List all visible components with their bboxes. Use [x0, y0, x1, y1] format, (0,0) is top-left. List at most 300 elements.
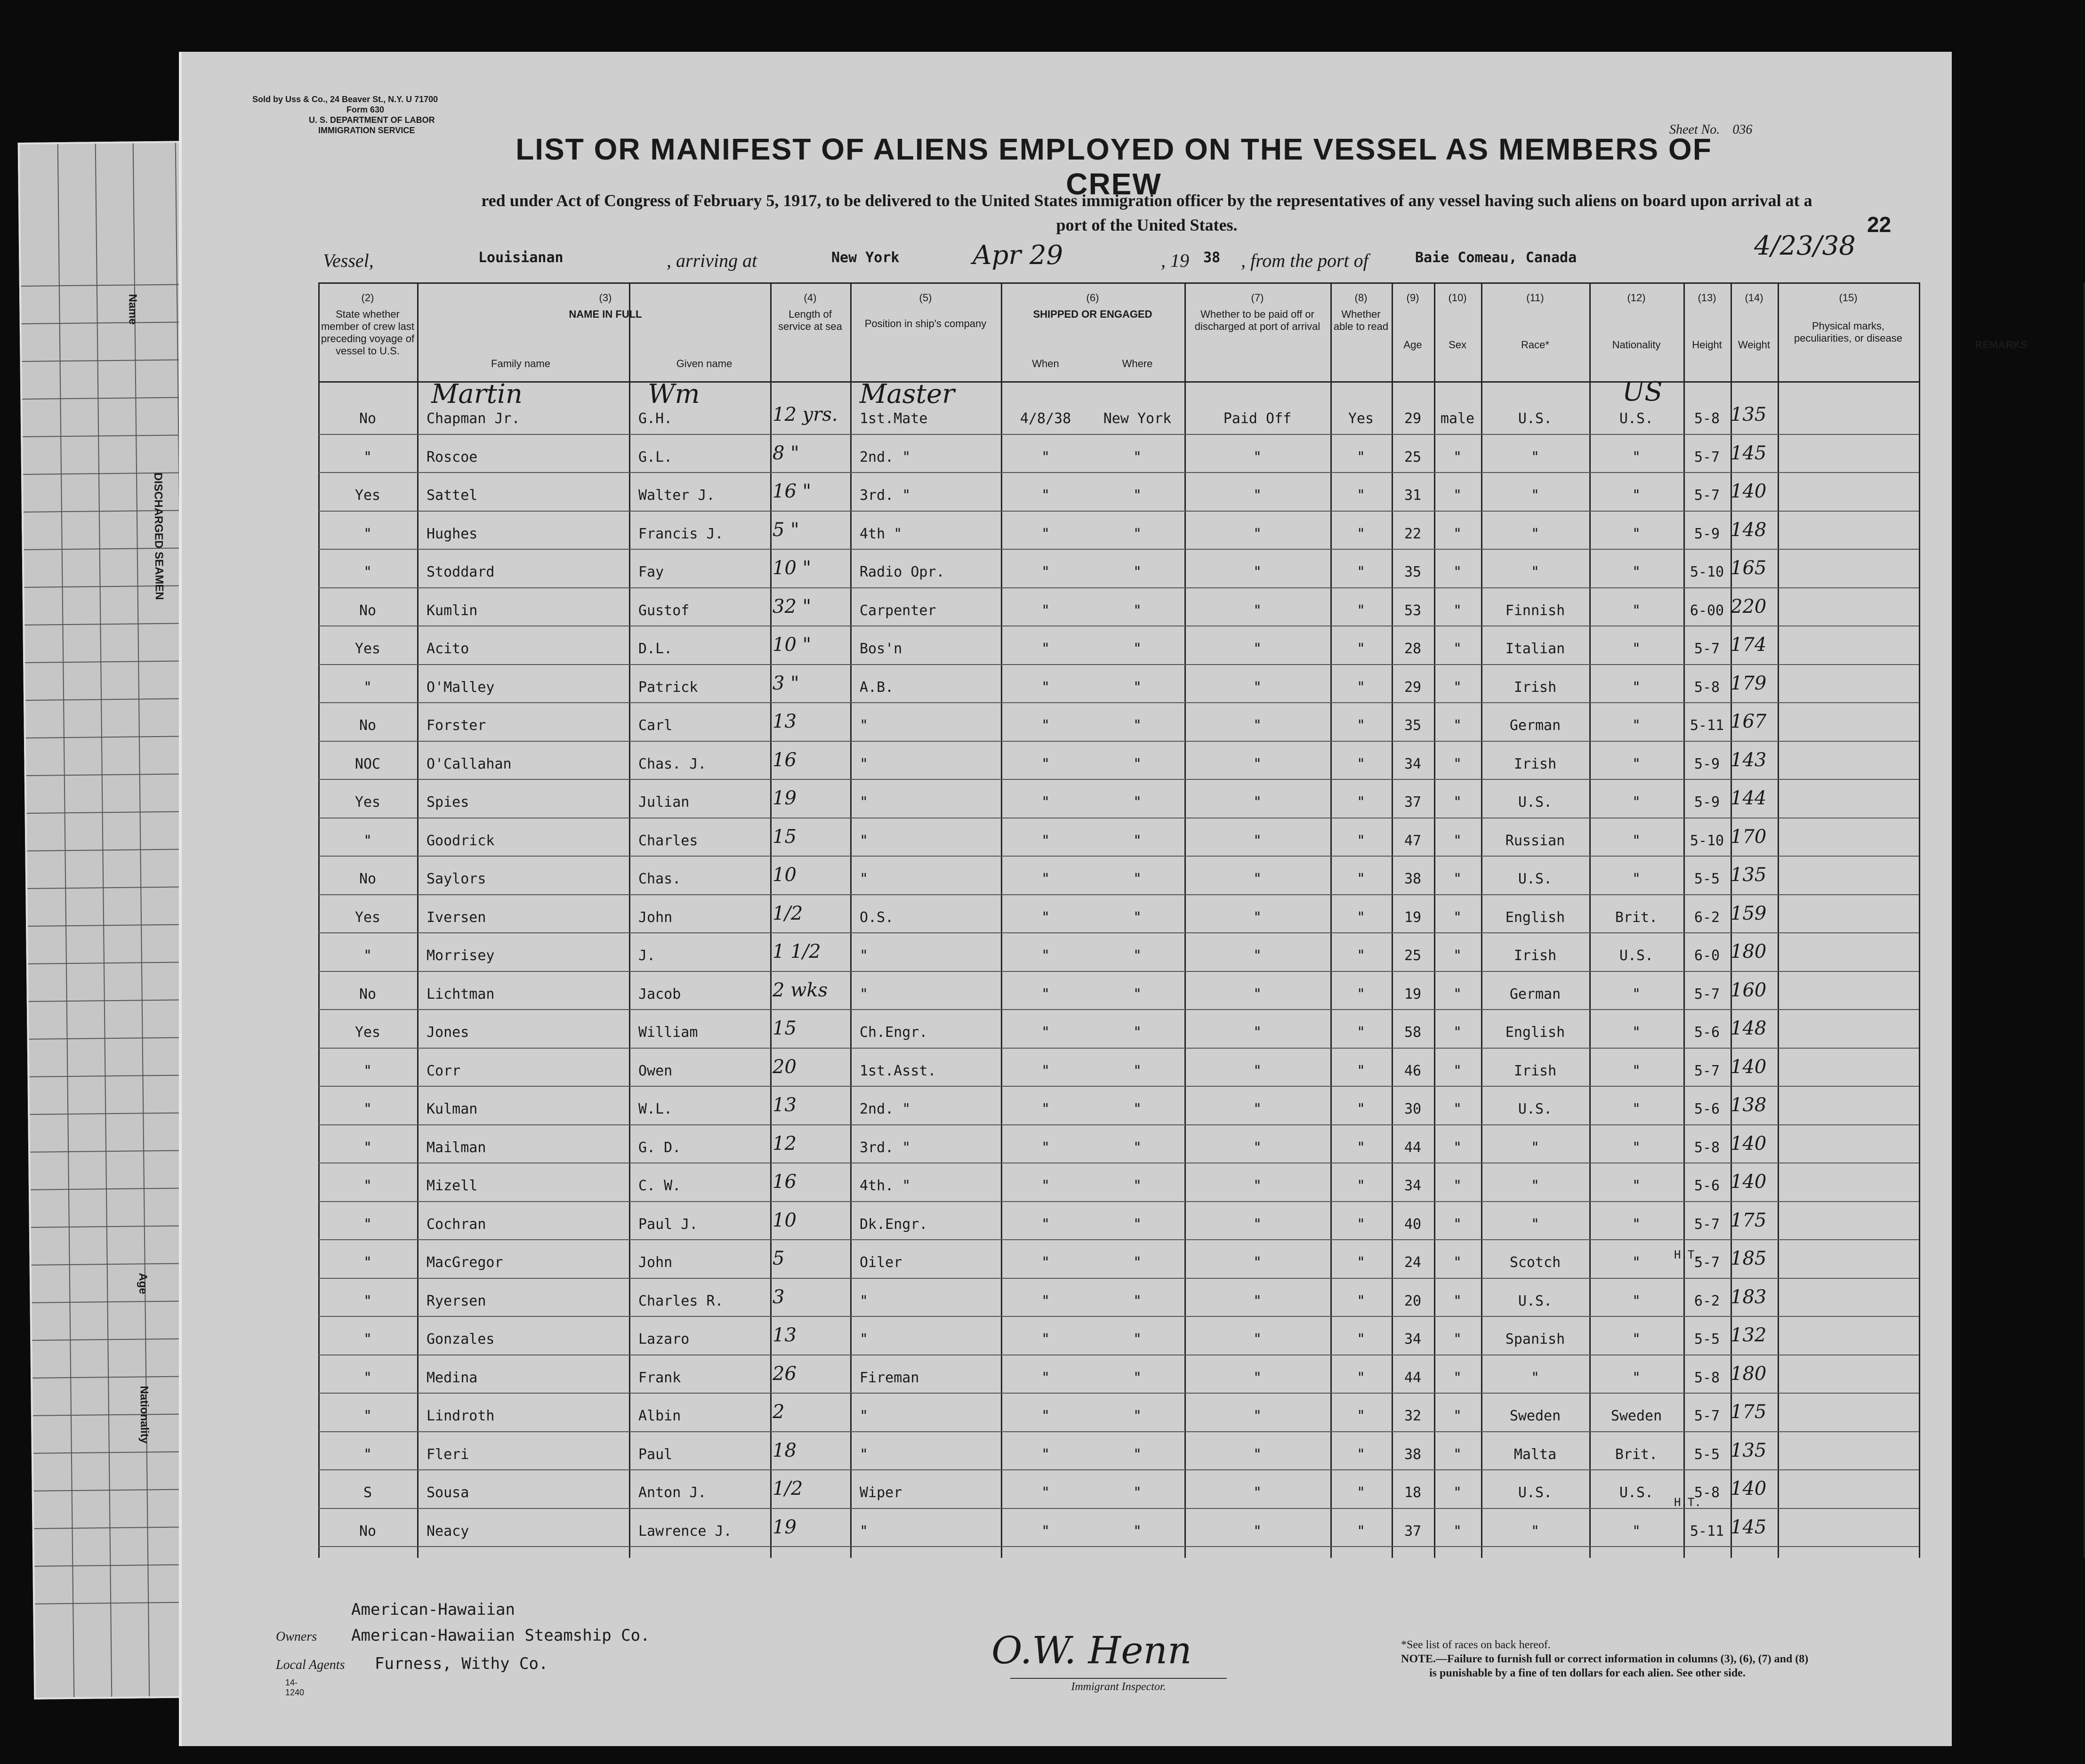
cell-service: 18 [773, 1439, 797, 1461]
cell-nat: U.S. [1619, 410, 1654, 427]
cell-prev: " [363, 832, 372, 849]
cell-read: " [1356, 1369, 1366, 1386]
cell-sex: " [1453, 1369, 1462, 1386]
cell-prev: S [363, 1484, 372, 1501]
cell-read: " [1356, 1523, 1366, 1539]
cell-race: " [1530, 1523, 1540, 1539]
col-num-15: (15) [1839, 292, 1858, 304]
cell-family: Ryersen [427, 1292, 486, 1309]
header-race: Race* [1521, 339, 1549, 351]
cell-weight: 180 [1731, 1363, 1767, 1385]
cell-height: 5-8 [1694, 1139, 1720, 1156]
cell-family: Kulman [427, 1101, 478, 1117]
cell-given: William [638, 1024, 698, 1041]
printer-line-3: U. S. DEPARTMENT OF LABOR [309, 115, 435, 125]
cell-when: " [1041, 871, 1050, 887]
owners-value: American-Hawaiian Steamship Co. [351, 1626, 650, 1645]
cell-sex: " [1453, 1408, 1462, 1424]
cell-prev: No [359, 986, 377, 1002]
cell-service: 12 yrs. [773, 404, 838, 425]
cell-when: " [1041, 1331, 1050, 1347]
cell-where: " [1133, 1178, 1142, 1194]
col-num-5: (5) [919, 292, 932, 304]
cell-weight: 135 [1731, 404, 1767, 425]
cell-when: 4/8/38 [1020, 410, 1071, 427]
cell-when: " [1041, 525, 1050, 542]
sheet-no-label: Sheet No. [1669, 122, 1720, 137]
cell-paid: Paid Off [1223, 410, 1292, 427]
cell-given: Anton J. [638, 1484, 707, 1501]
cell-nat: " [1632, 602, 1641, 619]
cell-position: Bos'n [860, 641, 902, 657]
cell-nat: Brit. [1615, 1446, 1658, 1463]
cell-age: 38 [1404, 1446, 1422, 1463]
cell-sex: " [1453, 1446, 1462, 1463]
cell-read: " [1356, 679, 1366, 696]
from-port-label: , from the port of [1241, 250, 1369, 271]
cell-service: 2 wks [773, 979, 828, 1001]
cell-family: Mailman [427, 1139, 486, 1156]
cell-family: O'Malley [427, 679, 495, 696]
cell-weight: 135 [1731, 1439, 1767, 1461]
cell-position: Ch.Engr. [860, 1024, 928, 1041]
cell-read: Yes [1348, 410, 1374, 427]
cell-prev: Yes [354, 794, 381, 810]
row-rule [318, 1316, 1919, 1317]
cell-nat: " [1632, 1369, 1641, 1386]
cell-race: U.S. [1518, 1292, 1553, 1309]
cell-family: Stoddard [427, 564, 495, 580]
cell-position: Oiler [860, 1254, 902, 1271]
cell-age: 58 [1404, 1024, 1422, 1041]
cell-prev: No [359, 602, 377, 619]
cell-paid: " [1253, 1408, 1262, 1424]
cell-height: 5-5 [1694, 1446, 1720, 1463]
header-remarks: REMARKS [1975, 339, 2028, 351]
cell-service: 16 [773, 749, 797, 771]
cell-weight: 175 [1731, 1209, 1767, 1231]
cell-service: 10 " [773, 634, 812, 656]
cell-where: " [1133, 871, 1142, 887]
cell-prev: No [359, 410, 377, 427]
cell-paid: " [1253, 871, 1262, 887]
cell-position: 2nd. " [860, 449, 911, 465]
cell-where: " [1133, 755, 1142, 772]
cell-race: Irish [1513, 679, 1557, 696]
cell-paid: " [1253, 794, 1262, 810]
agents-value: Furness, Withy Co. [375, 1654, 548, 1673]
cell-race: " [1530, 1178, 1540, 1194]
cell-given: C. W. [638, 1178, 681, 1194]
cell-nat: " [1632, 564, 1641, 580]
cell-read: " [1356, 871, 1366, 887]
footnote-races: *See list of races on back hereof. [1401, 1639, 1551, 1651]
cell-weight: 170 [1731, 826, 1767, 848]
cell-position: " [860, 947, 869, 964]
cell-position: 3rd. " [860, 487, 911, 504]
cell-where: " [1133, 947, 1142, 964]
cell-service: 1/2 [773, 902, 803, 924]
cell-given: Frank [638, 1369, 681, 1386]
cell-read: " [1356, 755, 1366, 772]
col-num-14: (14) [1745, 292, 1763, 304]
cell-sex: " [1453, 947, 1462, 964]
cell-when: " [1041, 1062, 1050, 1079]
cell-prev: NOC [354, 755, 381, 772]
cell-age: 40 [1404, 1216, 1422, 1233]
cell-age: 32 [1404, 1408, 1422, 1424]
cell-race: Russian [1505, 832, 1565, 849]
cell-where: " [1133, 641, 1142, 657]
arrival-date: Apr 29 [973, 240, 1063, 271]
cell-given: D.L. [638, 641, 673, 657]
cell-nat: " [1632, 986, 1641, 1002]
cell-height: 5-8 [1694, 410, 1720, 427]
flap-col-nationality: Nationality [137, 1386, 151, 1444]
footer-line1: American-Hawaiian [351, 1600, 515, 1619]
cell-when: " [1041, 1408, 1050, 1424]
cell-race: Finnish [1505, 602, 1565, 619]
col-num-4: (4) [804, 292, 817, 304]
cell-sex: " [1453, 1178, 1462, 1194]
cell-position: " [860, 1408, 869, 1424]
cell-paid: " [1253, 832, 1262, 849]
cell-read: " [1356, 525, 1366, 542]
cell-age: 44 [1404, 1139, 1422, 1156]
cell-given: Albin [638, 1408, 681, 1424]
cell-weight: 175 [1731, 1401, 1767, 1423]
cell-prev: " [363, 1446, 372, 1463]
cell-age: 37 [1404, 794, 1422, 810]
header-name: NAME IN FULL [569, 308, 642, 320]
row-rule [318, 587, 1919, 588]
cell-given: John [638, 1254, 673, 1271]
year-prefix: , 19 [1161, 250, 1189, 271]
header-shipped: SHIPPED OR ENGAGED [1033, 308, 1152, 320]
cell-read: " [1356, 1062, 1366, 1079]
cell-given: Paul [638, 1446, 673, 1463]
cell-weight: 165 [1731, 557, 1767, 579]
row-rule [318, 1086, 1919, 1087]
cell-prev: " [363, 1216, 372, 1233]
cell-nat: " [1632, 679, 1641, 696]
cell-service: 10 [773, 1209, 797, 1231]
cell-where: " [1133, 525, 1142, 542]
cell-prev: " [363, 449, 372, 465]
cell-family: Chapman Jr. [427, 410, 520, 427]
stamp-date: 4/23/38 [1754, 231, 1856, 261]
header-weight: Weight [1738, 339, 1771, 351]
cell-family: Saylors [427, 871, 486, 887]
cell-read: " [1356, 1331, 1366, 1347]
row-rule [318, 434, 1919, 435]
row-rule [318, 1201, 1919, 1202]
cell-sex: " [1453, 525, 1462, 542]
cell-given: J. [638, 947, 656, 964]
row-rule [318, 1393, 1919, 1394]
cell-when: " [1041, 487, 1050, 504]
cell-weight: 174 [1731, 634, 1767, 656]
cell-given: Chas. [638, 871, 681, 887]
cell-where: " [1133, 679, 1142, 696]
cell-age: 47 [1404, 832, 1422, 849]
cell-race: German [1509, 986, 1561, 1002]
printer-line-2: Form 630 [346, 105, 385, 114]
cell-read: " [1356, 449, 1366, 465]
cell-when: " [1041, 1446, 1050, 1463]
cell-age: 35 [1404, 717, 1422, 734]
cell-prev: " [363, 1101, 372, 1117]
cell-service: 10 [773, 864, 797, 886]
cell-position: 1st.Asst. [860, 1062, 936, 1079]
cell-height: 5-7 [1694, 1062, 1720, 1079]
col-num-9: (9) [1406, 292, 1419, 304]
vessel-name: Louisianan [478, 249, 564, 266]
cell-nat: " [1632, 641, 1641, 657]
row-rule [318, 779, 1919, 780]
cell-service: 13 [773, 1324, 797, 1346]
cell-prev: " [363, 525, 372, 542]
col-num-12: (12) [1627, 292, 1646, 304]
cell-weight: 132 [1731, 1324, 1767, 1346]
cell-when: " [1041, 1484, 1050, 1501]
cell-read: " [1356, 1101, 1366, 1117]
cell-where: " [1133, 1446, 1142, 1463]
cell-read: " [1356, 487, 1366, 504]
cell-nat: " [1632, 1139, 1641, 1156]
cell-race: " [1530, 525, 1540, 542]
cell-given: Owen [638, 1062, 673, 1079]
cell-position: " [860, 1446, 869, 1463]
cell-service: 26 [773, 1363, 797, 1385]
cell-height: 5-8 [1694, 1484, 1720, 1501]
col-num-8: (8) [1354, 292, 1368, 304]
cell-height: 5-7 [1694, 1216, 1720, 1233]
cell-paid: " [1253, 1484, 1262, 1501]
cell-sex: " [1453, 1139, 1462, 1156]
cell-age: 24 [1404, 1254, 1422, 1271]
cell-race: Irish [1513, 755, 1557, 772]
col-num-3: (3) [599, 292, 612, 304]
cell-weight: 179 [1731, 672, 1767, 694]
act-text-line-2: port of the United States. [1056, 216, 1238, 234]
cell-given: Julian [638, 794, 690, 810]
cell-sex: " [1453, 641, 1462, 657]
cell-prev: " [363, 564, 372, 580]
cell-read: " [1356, 1254, 1366, 1271]
cell-given: Gustof [638, 602, 690, 619]
cell-service: 3 [773, 1286, 785, 1308]
printer-line-4: IMMIGRATION SERVICE [318, 126, 415, 135]
cell-when: " [1041, 832, 1050, 849]
cell-service: 13 [773, 1094, 797, 1116]
cell-service: 32 " [773, 595, 812, 617]
cell-service: 16 [773, 1171, 797, 1193]
cell-family: O'Callahan [427, 755, 512, 772]
cell-family: Mizell [427, 1178, 478, 1194]
cell-race: Sweden [1509, 1408, 1561, 1424]
row-rule [318, 1431, 1919, 1432]
cell-weight: 140 [1731, 1132, 1767, 1155]
cell-when: " [1041, 1292, 1050, 1309]
cell-age: 34 [1404, 1331, 1422, 1347]
cell-race: German [1509, 717, 1561, 734]
cell-sex: " [1453, 679, 1462, 696]
cell-family: Sousa [427, 1484, 469, 1501]
agents-label: Local Agents [276, 1658, 345, 1672]
cell-prev: No [359, 717, 377, 734]
annot-given: Wm [648, 379, 700, 409]
cell-paid: " [1253, 755, 1262, 772]
cell-height: 5-7 [1694, 1408, 1720, 1424]
header-family-name: Family name [491, 358, 550, 369]
cell-sex: " [1453, 1292, 1462, 1309]
cell-given: G. D. [638, 1139, 681, 1156]
cell-race: English [1505, 909, 1565, 926]
cell-family: MacGregor [427, 1254, 503, 1271]
cell-given: Walter J. [638, 487, 715, 504]
printer-line-1: Sold by Uss & Co., 24 Beaver St., N.Y. U 71700 [252, 95, 438, 104]
cell-position: " [860, 986, 869, 1002]
cell-weight: 135 [1731, 864, 1767, 886]
cell-height: 5-11 [1690, 1523, 1724, 1539]
cell-read: " [1356, 717, 1366, 734]
cell-prev: " [363, 1369, 372, 1386]
cell-paid: " [1253, 1369, 1262, 1386]
cell-when: " [1041, 794, 1050, 810]
owners-label: Owners [276, 1629, 317, 1644]
header-given-name: Given name [676, 358, 733, 369]
cell-family: Morrisey [427, 947, 495, 964]
cell-age: 34 [1404, 755, 1422, 772]
cell-height: 6-2 [1694, 1292, 1720, 1309]
cell-nat: " [1632, 794, 1641, 810]
cell-height: 5-5 [1694, 871, 1720, 887]
cell-nat: " [1632, 449, 1641, 465]
cell-weight: 140 [1731, 481, 1767, 502]
cell-nat: " [1632, 1101, 1641, 1117]
cell-where: " [1133, 487, 1142, 504]
annot-nationality: US [1622, 377, 1663, 407]
cell-position: " [860, 1523, 869, 1539]
cell-prev: Yes [354, 909, 381, 926]
cell-service: 19 [773, 787, 797, 809]
cell-family: Corr [427, 1062, 461, 1079]
cell-position: 2nd. " [860, 1101, 911, 1117]
cell-given: Fay [638, 564, 664, 580]
cell-nat: " [1632, 1292, 1641, 1309]
cell-age: 37 [1404, 1523, 1422, 1539]
cell-position: A.B. [860, 679, 894, 696]
cell-position: " [860, 794, 869, 810]
cell-nat: " [1632, 1178, 1641, 1194]
departure-port: Baie Comeau, Canada [1415, 249, 1577, 266]
footnotes [1401, 1638, 1808, 1680]
vessel-label: Vessel, [323, 250, 374, 271]
cell-service: 1 1/2 [773, 941, 821, 962]
cell-when: " [1041, 1523, 1050, 1539]
cell-family: Spies [427, 794, 469, 810]
cell-where: " [1133, 449, 1142, 465]
cell-position: " [860, 832, 869, 849]
cell-paid: " [1253, 1062, 1262, 1079]
cell-when: " [1041, 679, 1050, 696]
crew-table [318, 282, 2028, 1558]
cell-age: 25 [1404, 947, 1422, 964]
cell-race: " [1530, 564, 1540, 580]
cell-paid: " [1253, 717, 1262, 734]
cell-prev: " [363, 1408, 372, 1424]
cell-paid: " [1253, 1101, 1262, 1117]
cell-when: " [1041, 1178, 1050, 1194]
cell-service: 5 " [773, 519, 799, 541]
cell-sex: " [1453, 986, 1462, 1002]
cell-where: " [1133, 564, 1142, 580]
cell-read: " [1356, 641, 1366, 657]
cell-position: " [860, 1331, 869, 1347]
cell-height: 5-7 [1694, 449, 1720, 465]
cell-race: U.S. [1518, 794, 1553, 810]
cell-weight: 185 [1731, 1248, 1767, 1269]
cell-read: " [1356, 1216, 1366, 1233]
cell-where: " [1133, 1139, 1142, 1156]
annot-family: Martin [431, 379, 523, 409]
cell-age: 25 [1404, 449, 1422, 465]
cell-read: " [1356, 947, 1366, 964]
cell-age: 44 [1404, 1369, 1422, 1386]
cell-age: 53 [1404, 602, 1422, 619]
cell-paid: " [1253, 1254, 1262, 1271]
cell-family: Sattel [427, 487, 478, 504]
page-number: 22 [1867, 212, 1892, 237]
cell-weight: 220 [1731, 595, 1767, 617]
cell-age: 38 [1404, 871, 1422, 887]
cell-read: " [1356, 1408, 1366, 1424]
cell-weight: 159 [1731, 902, 1767, 924]
cell-when: " [1041, 641, 1050, 657]
cell-height: 5-6 [1694, 1024, 1720, 1041]
cell-position: Radio Opr. [860, 564, 945, 580]
cell-when: " [1041, 947, 1050, 964]
col-num-10: (10) [1448, 292, 1467, 304]
cell-height: 6-00 [1690, 602, 1724, 619]
cell-when: " [1041, 564, 1050, 580]
cell-prev: Yes [354, 487, 381, 504]
cell-sex: " [1453, 449, 1462, 465]
cell-paid: " [1253, 909, 1262, 926]
cell-given: G.H. [638, 410, 673, 427]
cell-where: " [1133, 602, 1142, 619]
row-rule [318, 932, 1919, 933]
cell-age: 29 [1404, 410, 1422, 427]
row-rule [318, 741, 1919, 742]
cell-height: 5-11 [1690, 717, 1724, 734]
cell-race: Irish [1513, 947, 1557, 964]
cell-given: Francis J. [638, 525, 724, 542]
cell-nat: " [1632, 1216, 1641, 1233]
cell-sex: " [1453, 1101, 1462, 1117]
cell-prev: " [363, 1139, 372, 1156]
printer-imprint [252, 94, 438, 136]
header-service: Length of service at sea [778, 308, 842, 332]
cell-race: Scotch [1509, 1254, 1561, 1271]
cell-nat: Brit. [1615, 909, 1658, 926]
cell-given: Jacob [638, 986, 681, 1002]
cell-nat: " [1632, 1254, 1641, 1271]
cell-sex: " [1453, 832, 1462, 849]
cell-height: 5-6 [1694, 1178, 1720, 1194]
cell-when: " [1041, 1216, 1050, 1233]
